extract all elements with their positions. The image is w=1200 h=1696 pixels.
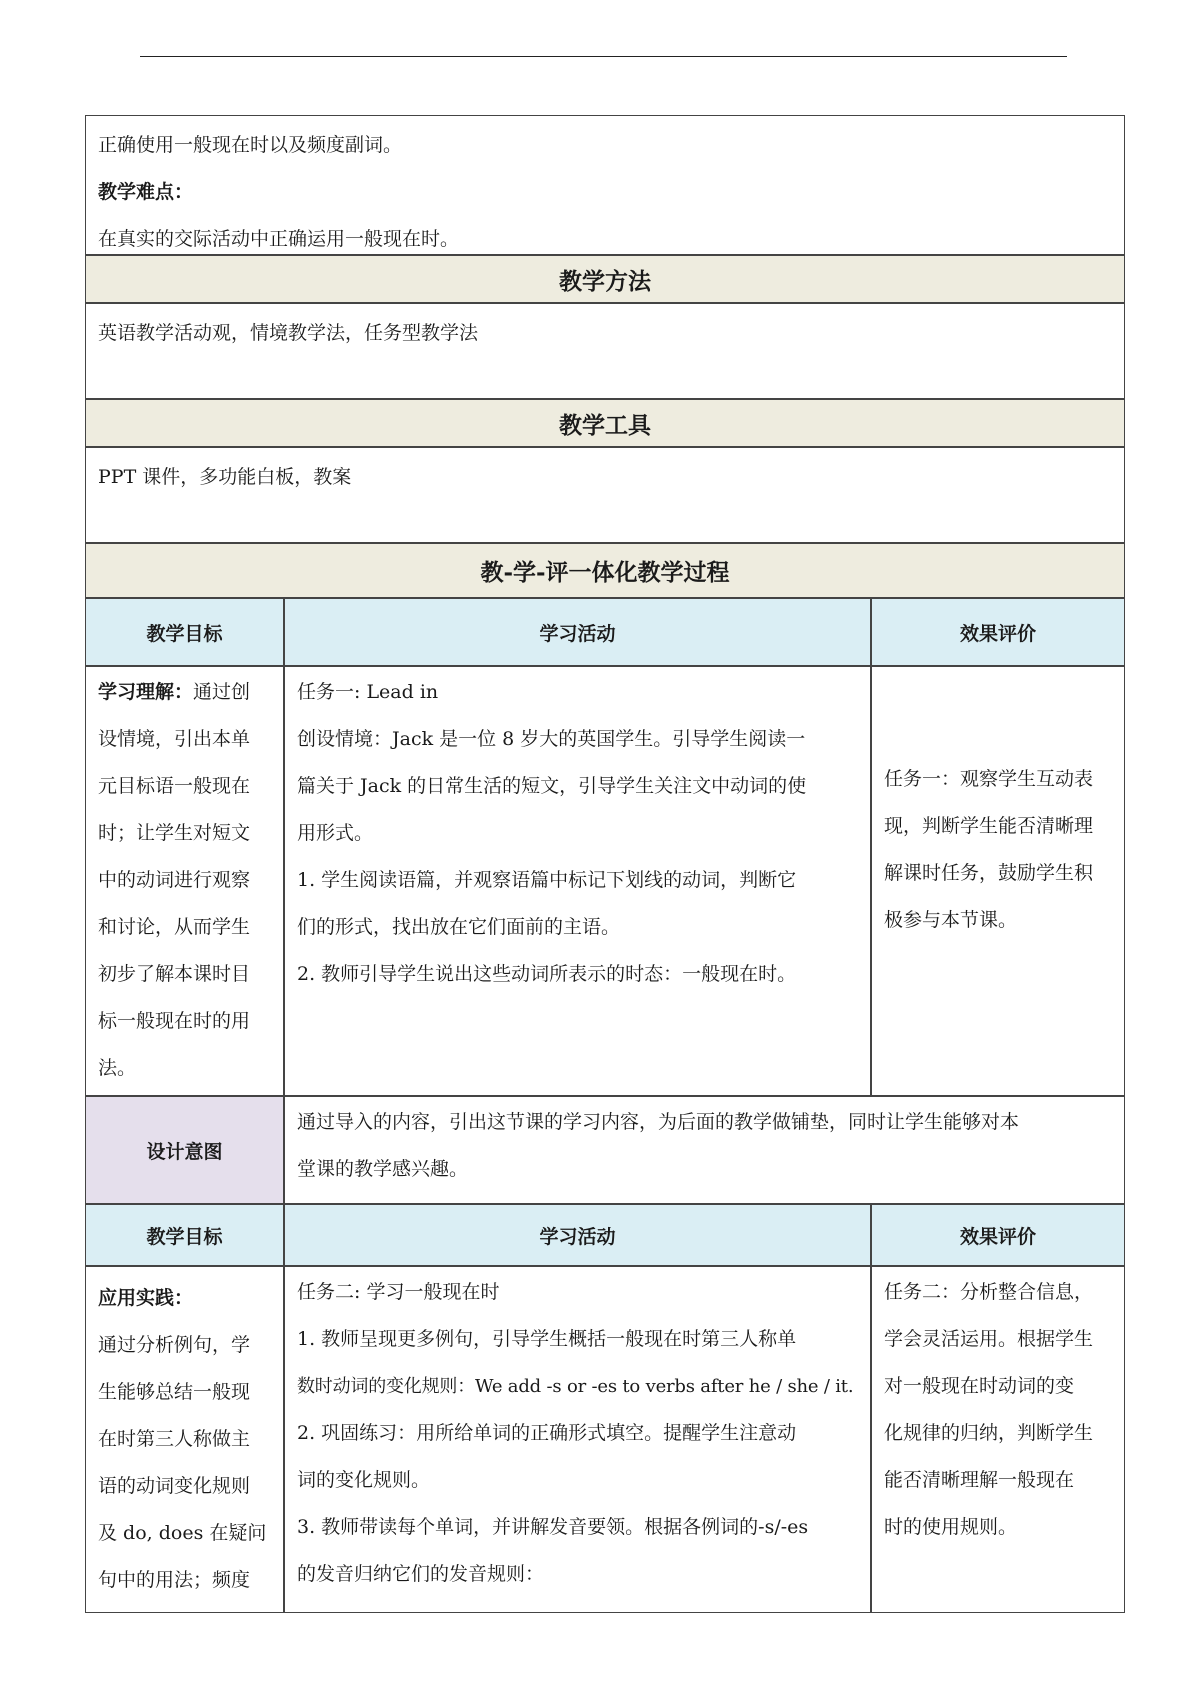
block2-activity-line: 词的变化规则。 bbox=[297, 1469, 431, 1491]
block2-activity-line: 3. 教师带读每个单词，并讲解发音要领。根据各例词的-s/-es bbox=[297, 1516, 809, 1538]
block2-evaluation-line: 化规律的归纳，判断学生 bbox=[884, 1422, 1094, 1444]
methods-cell bbox=[85, 303, 1125, 399]
block2-activity-line: 的发音归纳它们的发音规则： bbox=[297, 1563, 545, 1585]
block2-evaluation-cell bbox=[871, 1266, 1125, 1613]
block2-activity-line: 1. 教师呈现更多例句，引导学生概括一般现在时第三人称单 bbox=[297, 1328, 797, 1350]
block2-evaluation-line: 时的使用规则。 bbox=[884, 1516, 1018, 1538]
block1-evaluation-line: 任务一：观察学生互动表 bbox=[884, 768, 1094, 790]
tools-header: 教学工具 bbox=[85, 399, 1125, 447]
block1-goal-line: 和讨论，从而学生 bbox=[98, 916, 251, 938]
difficulty-label: 教学难点： bbox=[98, 181, 194, 203]
block1-goal-cell bbox=[85, 666, 284, 1096]
block2-activity-cell bbox=[284, 1266, 871, 1613]
process-header: 教-学-评一体化教学过程 bbox=[85, 543, 1125, 598]
block2-activity-line: 数时动词的变化规则：We add -s or -es to verbs after he / she / it. bbox=[297, 1376, 854, 1397]
block2-evaluation-line: 任务二：分析整合信息， bbox=[884, 1281, 1094, 1303]
block1-goal-line: 元目标语一般现在 bbox=[98, 775, 251, 797]
block1-goal-line-1: 学习理解：通过创 bbox=[98, 681, 251, 703]
block2-goal-line: 通过分析例句，学 bbox=[98, 1334, 251, 1356]
block1-evaluation-line: 现，判断学生能否清晰理 bbox=[884, 815, 1094, 837]
block1-goal-line: 初步了解本课时目 bbox=[98, 963, 251, 985]
block2-evaluation-line: 学会灵活运用。根据学生 bbox=[884, 1328, 1094, 1350]
block1-goal-line: 标一般现在时的用 bbox=[98, 1010, 251, 1032]
tools-cell bbox=[85, 447, 1125, 543]
design-intent-label: 设计意图 bbox=[85, 1096, 284, 1204]
block1-activity-line: 们的形式，找出放在它们面前的主语。 bbox=[297, 916, 621, 938]
block2-evaluation-line: 对一般现在时动词的变 bbox=[884, 1375, 1075, 1397]
block1-activity-line: 2. 教师引导学生说出这些动词所表示的时态：一般现在时。 bbox=[297, 963, 797, 985]
page-top-rule bbox=[140, 56, 1067, 57]
block1-goal-line: 法。 bbox=[98, 1057, 137, 1079]
block1-activity-line: 篇关于 Jack 的日常生活的短文，引导学生关注文中动词的使 bbox=[297, 775, 807, 797]
block2-goal-line: 句中的用法；频度 bbox=[98, 1569, 251, 1591]
column-header-evaluation: 效果评价 bbox=[871, 1204, 1125, 1266]
block2-goal-cell bbox=[85, 1266, 284, 1613]
block2-activity-line: 2. 巩固练习：用所给单词的正确形式填空。提醒学生注意动 bbox=[297, 1422, 797, 1444]
focus-tail-text: 正确使用一般现在时以及频度副词。 bbox=[98, 134, 403, 156]
block2-goal-line: 语的动词变化规则 bbox=[98, 1475, 251, 1497]
design-intent-cell bbox=[284, 1096, 1125, 1204]
block1-goal-line: 设情境，引出本单 bbox=[98, 728, 251, 750]
methods-content: 英语教学活动观，情境教学法，任务型教学法 bbox=[98, 322, 479, 344]
block2-goal-line: 生能够总结一般现 bbox=[98, 1381, 251, 1403]
methods-header: 教学方法 bbox=[85, 255, 1125, 303]
column-header-activity: 学习活动 bbox=[284, 1204, 871, 1266]
tools-content: PPT 课件，多功能白板，教案 bbox=[98, 466, 352, 488]
column-header-evaluation: 效果评价 bbox=[871, 598, 1125, 666]
block1-activity-line: 用形式。 bbox=[297, 822, 374, 844]
design-intent-line: 通过导入的内容，引出这节课的学习内容，为后面的教学做铺垫，同时让学生能够对本 bbox=[297, 1111, 1020, 1133]
block1-evaluation-line: 解课时任务，鼓励学生积 bbox=[884, 862, 1094, 884]
block2-goal-line: 及 do, does 在疑问 bbox=[98, 1522, 267, 1544]
block1-activity-line: 1. 学生阅读语篇，并观察语篇中标记下划线的动词，判断它 bbox=[297, 869, 797, 891]
block1-evaluation-cell bbox=[871, 666, 1125, 1096]
block1-evaluation-line: 极参与本节课。 bbox=[884, 909, 1018, 931]
design-intent-line: 堂课的教学感兴趣。 bbox=[297, 1158, 469, 1180]
column-header-goal: 教学目标 bbox=[85, 1204, 284, 1266]
block2-evaluation-line: 能否清晰理解一般现在 bbox=[884, 1469, 1075, 1491]
column-header-goal: 教学目标 bbox=[85, 598, 284, 666]
block1-activity-cell bbox=[284, 666, 871, 1096]
block2-activity-line: 任务二: 学习一般现在时 bbox=[297, 1281, 500, 1303]
block2-goal-label: 应用实践： bbox=[98, 1287, 194, 1309]
block1-activity-line: 创设情境：Jack 是一位 8 岁大的英国学生。引导学生阅读一 bbox=[297, 728, 806, 750]
block1-activity-line: 任务一: Lead in bbox=[297, 681, 439, 703]
block1-goal-line: 中的动词进行观察 bbox=[98, 869, 251, 891]
block1-goal-label: 学习理解： bbox=[98, 681, 194, 703]
column-header-activity: 学习活动 bbox=[284, 598, 871, 666]
block2-goal-line: 在时第三人称做主 bbox=[98, 1428, 251, 1450]
difficulty-cell bbox=[85, 115, 1125, 255]
block1-goal-line: 时；让学生对短文 bbox=[98, 822, 251, 844]
difficulty-content: 在真实的交际活动中正确运用一般现在时。 bbox=[98, 228, 460, 250]
